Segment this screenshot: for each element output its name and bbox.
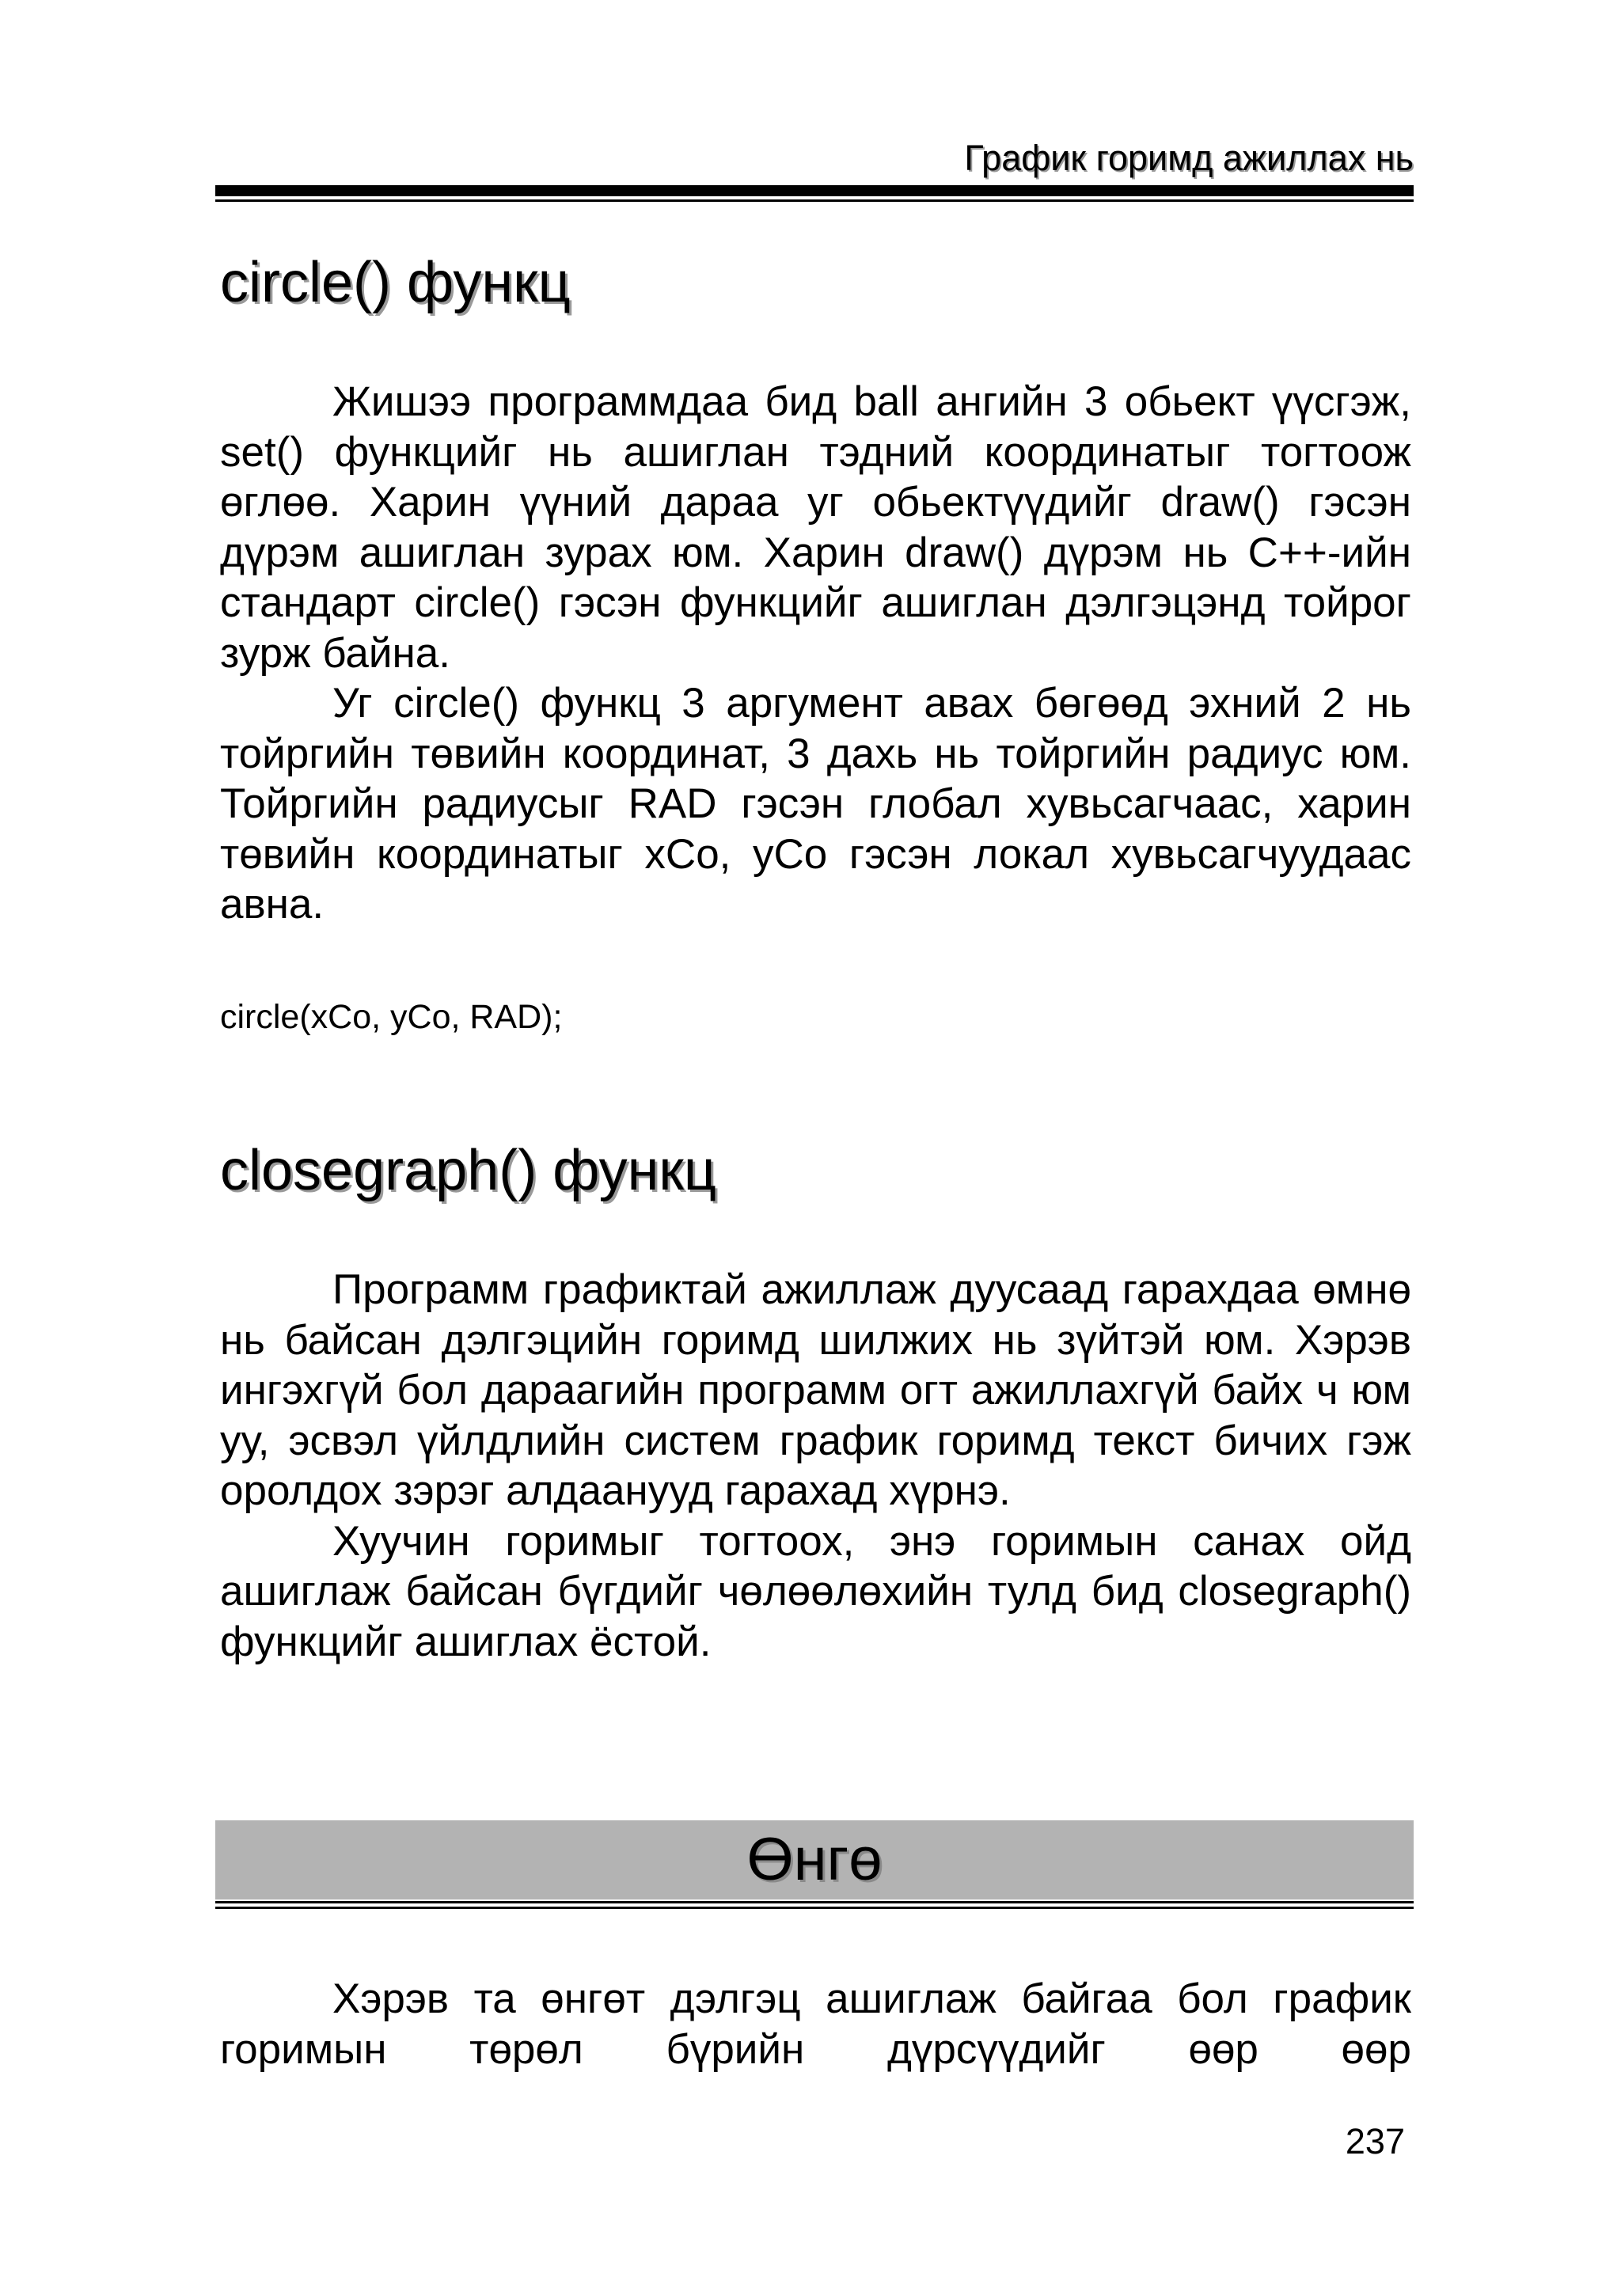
page-number: 237 <box>1345 2121 1405 2161</box>
paragraph: Программ графиктай ажиллаж дуусаад гарахдаа өмнө нь байсан дэлгэцийн горимд шилжих нь зүйтэй юм. Хэрэв ингэхгүй бол дараагийн программ огт ажиллахгүй байх ч юм уу, эсвэл үйлдлийн систем график горимд текст бичих гэж оролдох зэрэг алдаанууд гарахад хүрнэ. <box>220 1266 1411 1514</box>
banner-rule <box>215 1901 1414 1903</box>
chapter-banner <box>215 1820 1414 1899</box>
code-example: circle(xCo, yCo, RAD); <box>220 998 563 1036</box>
section-heading-circle: circle() функц <box>220 251 571 314</box>
paragraph: Хэрэв та өнгөт дэлгэц ашиглаж байгаа бол график горимын төрөл бүрийн дүрсүүдийг өөр өөр <box>220 1975 1411 2073</box>
paragraph: Жишээ программдаа бид ball ангийн 3 обьект үүсгэж, set() функцийг нь ашиглан тэдний координатыг тогтоож өглөө. Харин үүний дараа уг обьектүүдийг draw() гэсэн дүрэм ашиглан зурах юм. Харин draw() дүрэм нь C++-ийн стандарт circle() гэсэн функцийг ашиглан дэлгэцэнд тойрог зурж байна. <box>220 378 1411 677</box>
banner-title: Өнгө <box>746 1826 883 1893</box>
section-heading-closegraph: closegraph() функц <box>220 1139 717 1202</box>
closegraph-section-body <box>220 1265 1411 1667</box>
header-rule <box>215 185 1414 196</box>
paragraph: Уг circle() функц 3 аргумент авах бөгөөд эхний 2 нь тойргийн төвийн координат, 3 дахь нь тойргийн радиус юм. Тойргийн радиусыг RAD гэсэн глобал хувьсагчаас, харин төвийн координатыг xCo, yCo гэсэн локал хувьсагчуудаас авна. <box>220 680 1411 928</box>
running-header: График горимд ажиллах нь <box>964 138 1414 178</box>
banner-rule <box>215 1907 1414 1909</box>
color-section-body <box>220 1974 1411 2074</box>
paragraph: Хуучин горимыг тогтоох, энэ горимын санах ойд ашиглаж байсан бүгдийг чөлөөлөхийн тулд бид closegraph() функцийг ашиглах ёстой. <box>220 1517 1411 1665</box>
header-rule-thin <box>215 199 1414 202</box>
circle-section-body <box>220 377 1411 930</box>
